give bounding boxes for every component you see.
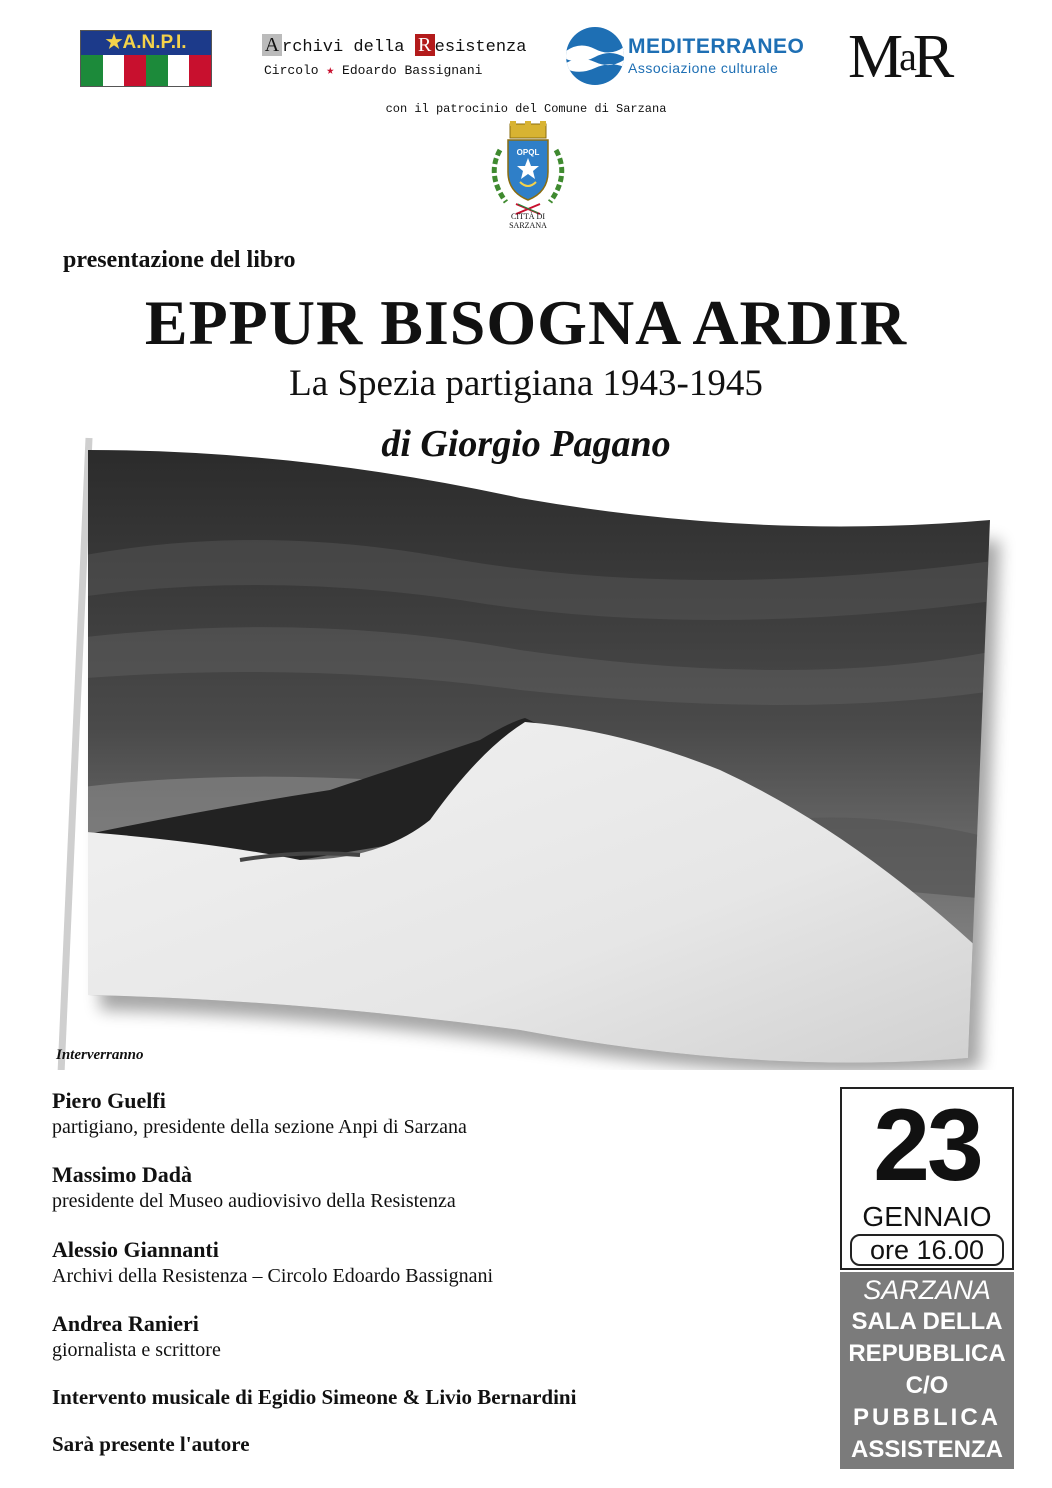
speaker-item (52, 1236, 493, 1290)
speaker-item (52, 1087, 467, 1141)
archivi-text-2: esistenza (434, 38, 527, 57)
speaker-name: Piero Guelfi (52, 1088, 166, 1113)
archivi-circolo: Circolo (264, 63, 327, 78)
stemma-shield-text: OPQL (516, 148, 540, 157)
speaker-item (52, 1161, 456, 1215)
mediterraneo-name: MEDITERRANEO (628, 35, 805, 58)
stemma-caption (478, 212, 578, 230)
event-month: GENNAIO (862, 1201, 992, 1232)
speaker-item (52, 1310, 221, 1364)
event-time: ore 16.00 (850, 1234, 1004, 1266)
book-subtitle: La Spezia partigiana 1943-1945 (289, 363, 763, 404)
archivi-initial-a: A (262, 34, 282, 56)
flag-pole (44, 438, 89, 1070)
archivi-initial-r: R (415, 34, 435, 56)
event-day: 23 (873, 1088, 981, 1202)
speaker-name: Alessio Giannanti (52, 1237, 219, 1262)
event-place-line: C/O (905, 1372, 949, 1399)
anpi-logo-text: ★A.N.P.I. (81, 31, 211, 55)
mediterraneo-sub: Associazione culturale (628, 60, 779, 76)
event-place-line: ASSISTENZA (850, 1436, 1003, 1463)
event-place-line: SALA DELLA (851, 1308, 1003, 1335)
event-place-line: REPUBBLICA (848, 1340, 1006, 1367)
archivi-text-1: rchivi della (282, 38, 415, 57)
archivi-resistenza-logo (262, 34, 527, 82)
book-author: di Giorgio Pagano (381, 423, 671, 465)
interverranno-label: Interverranno (56, 1047, 144, 1063)
anpi-logo (80, 30, 212, 87)
event-place-box (840, 1272, 1014, 1469)
speaker-role: presidente del Museo audiovisivo della Resistenza (52, 1190, 456, 1212)
mar-r: R (912, 23, 951, 91)
wave-icon (566, 27, 624, 85)
speaker-role: giornalista e scrittore (52, 1339, 221, 1361)
event-date-box (840, 1087, 1014, 1270)
stemma-caption-1: CITTÀ DI (511, 212, 545, 221)
speaker-name: Andrea Ranieri (52, 1311, 199, 1336)
mar-m: M (848, 23, 900, 91)
stemma-caption-2: SARZANA (509, 221, 547, 230)
event-place-line: PUBBLICA (853, 1404, 1001, 1431)
speaker-role: Archivi della Resistenza – Circolo Edoardo Bassignani (52, 1265, 494, 1287)
speaker-name: Massimo Dadà (52, 1162, 192, 1187)
star-icon: ★ (326, 63, 335, 78)
book-title: EPPUR BISOGNA ARDIR (144, 287, 908, 358)
event-city: SARZANA (863, 1275, 991, 1305)
mediterraneo-logo (566, 27, 816, 87)
flag-photo (0, 430, 1052, 1070)
archivi-bassignani: Edoardo Bassignani (334, 63, 483, 78)
musical-intervention: Intervento musicale di Egidio Simeone & Livio Bernardini (52, 1385, 577, 1409)
anpi-tricolore (81, 55, 211, 86)
author-present-note: Sarà presente l'autore (52, 1432, 250, 1456)
patrocinio-text: con il patrocinio del Comune di Sarzana (385, 102, 667, 116)
speaker-role: partigiano, presidente della sezione Anpi di Sarzana (52, 1116, 467, 1138)
presentazione-label: presentazione del libro (63, 247, 296, 273)
mar-a: a (899, 34, 913, 79)
mar-logo (848, 22, 968, 92)
